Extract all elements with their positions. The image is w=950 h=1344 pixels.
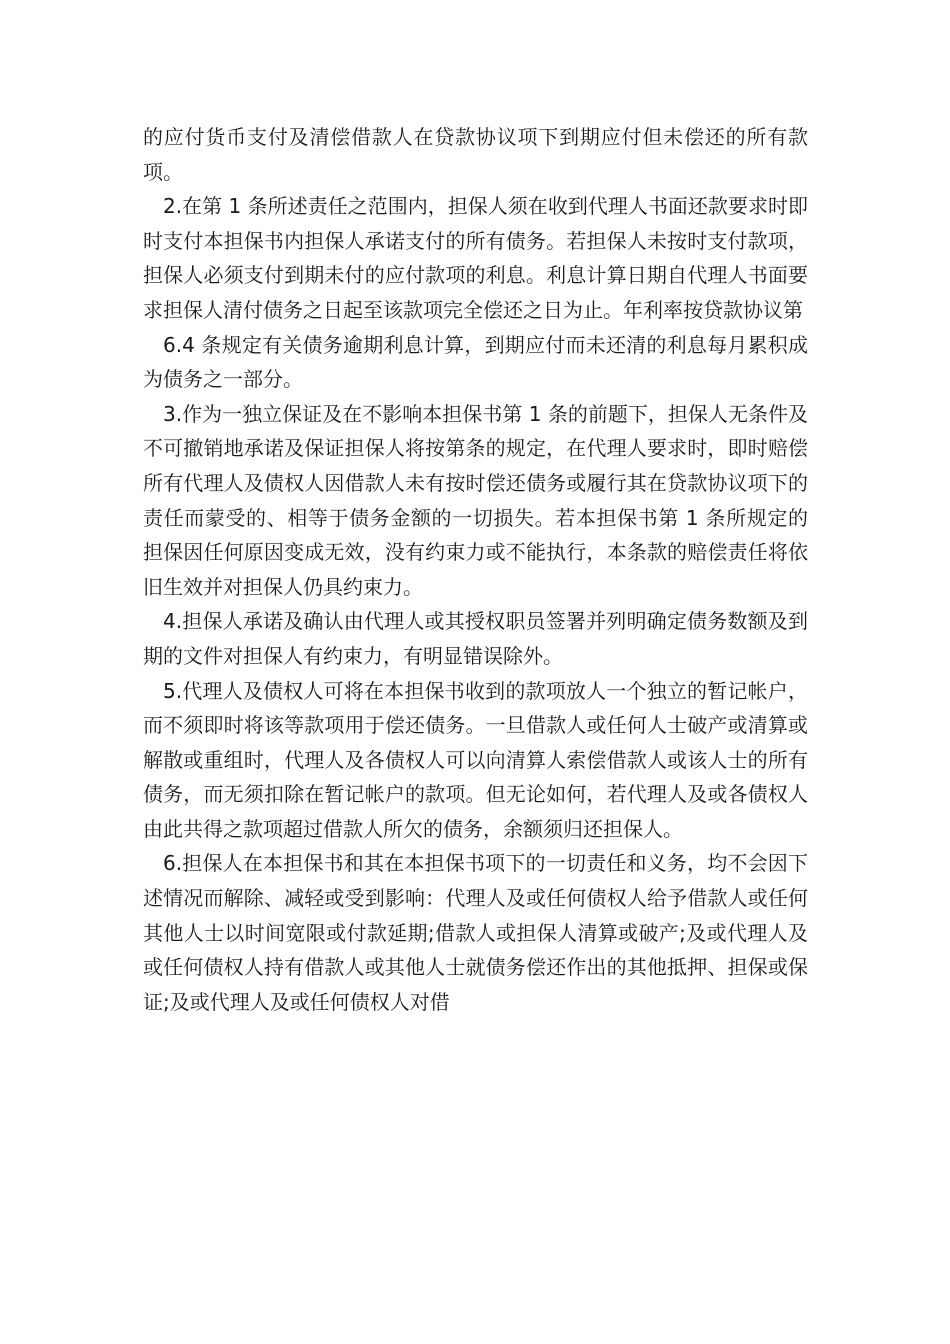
- paragraph-clause-6: 6.担保人在本担保书和其在本担保书项下的一切责任和义务，均不会因下述情况而解除、减轻或受到影响：代理人及或任何债权人给予借款人或任何其他人士以时间宽限或付款延期;借款人或担保人清算或破产;及或代理人及或任何债权人持有借款人或其他人士就债务偿还作出的其他抵押、担保或保证;及或代理人及或任何债权人对借: [143, 851, 808, 1014]
- paragraph-clause-5: 5.代理人及债权人可将在本担保书收到的款项放人一个独立的暂记帐户，而不须即时将该等款项用于偿还债务。一旦借款人或任何人士破产或清算或解散或重组时，代理人及各债权人可以向清算人索偿借款人或该人士的所有债务，而无须扣除在暂记帐户的款项。但无论如何，若代理人及或各债权人由此共得之款项超过借款人所欠的债务，余额须归还担保人。: [143, 678, 808, 841]
- paragraph-clause-3: 3.作为一独立保证及在不影响本担保书第 1 条的前题下，担保人无条件及不可撤销地承诺及保证担保人将按第条的规定，在代理人要求时，即时赔偿所有代理人及债权人因借款人未有按时偿还债务或履行其在贷款协议项下的责任而蒙受的、相等于债务金额的一切损失。若本担保书第 1 条所规定的担保因任何原因变成无效，没有约束力或不能执行，本条款的赔偿责任将依旧生效并对担保人仍具约束力。: [143, 401, 808, 599]
- paragraph-clause-6-4: 6.4 条规定有关债务逾期利息计算，到期应付而未还清的利息每月累积成为债务之一部分。: [143, 332, 808, 392]
- paragraph-continuation: 的应付货币支付及清偿借款人在贷款协议项下到期应付但未偿还的所有款项。: [143, 125, 808, 184]
- paragraph-clause-4: 4.担保人承诺及确认由代理人或其授权职员签署并列明确定债务数额及到期的文件对担保人有约束力，有明显错误除外。: [143, 609, 808, 668]
- document-body: [143, 120, 808, 1019]
- paragraph-clause-2: 2.在第 1 条所述责任之范围内，担保人须在收到代理人书面还款要求时即时支付本担保书内担保人承诺支付的所有债务。若担保人未按时支付款项，担保人必须支付到期未付的应付款项的利息。利息计算日期自代理人书面要求担保人清付债务之日起至该款项完全偿还之日为止。年利率按贷款协议第: [143, 194, 808, 322]
